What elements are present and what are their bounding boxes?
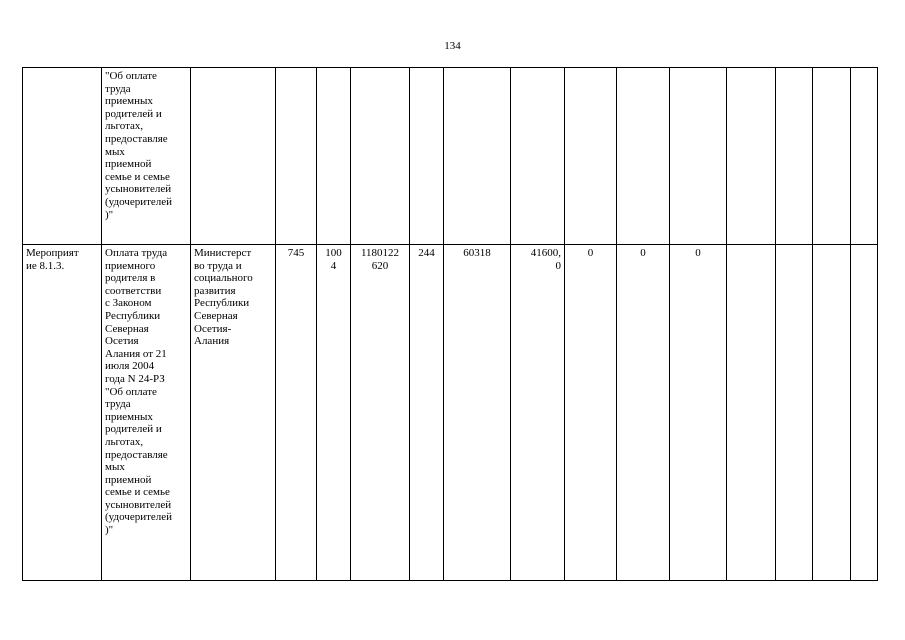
value-cell [565,68,617,245]
grbs-cell [276,68,317,245]
value-cell [727,68,776,245]
table-row [23,245,878,581]
table-row [23,68,878,245]
value-cell: 0 [565,245,617,581]
budget-table [22,67,878,581]
value-cell [851,68,878,245]
csr-cell [351,68,410,245]
value-cell [776,245,813,581]
value-cell [851,245,878,581]
rzpr-cell: 100 4 [317,245,351,581]
executor-cell: Министерст во труда и социального развития Республики Северная Осетия- Алания [191,245,276,581]
measure-cell [23,68,102,245]
value-cell [670,68,727,245]
value-cell [813,245,851,581]
value-cell [617,68,670,245]
measure-name-cell: Оплата труда приемного родителя в соответстви с Законом Республики Северная Осетия Алания от 21 июля 2004 года N 24-РЗ "Об оплате труда приемных родителей и льготах, предоставляе мых приемной семье и семье усыновителей (удочерителей )" [102,245,191,581]
vr-cell [410,68,444,245]
value-cell [511,68,565,245]
executor-cell [191,68,276,245]
value-cell [776,68,813,245]
grbs-cell: 745 [276,245,317,581]
value-cell [444,68,511,245]
measure-cell: Мероприят ие 8.1.3. [23,245,102,581]
measure-name-cell: "Об оплате труда приемных родителей и льготах, предоставляе мых приемной семье и семье усыновителей (удочерителей )" [102,68,191,245]
page-number: 134 [444,40,461,52]
value-cell [813,68,851,245]
value-cell: 60318 [444,245,511,581]
csr-cell: 1180122 620 [351,245,410,581]
value-cell: 41600, 0 [511,245,565,581]
value-cell [727,245,776,581]
vr-cell: 244 [410,245,444,581]
value-cell: 0 [670,245,727,581]
rzpr-cell [317,68,351,245]
value-cell: 0 [617,245,670,581]
